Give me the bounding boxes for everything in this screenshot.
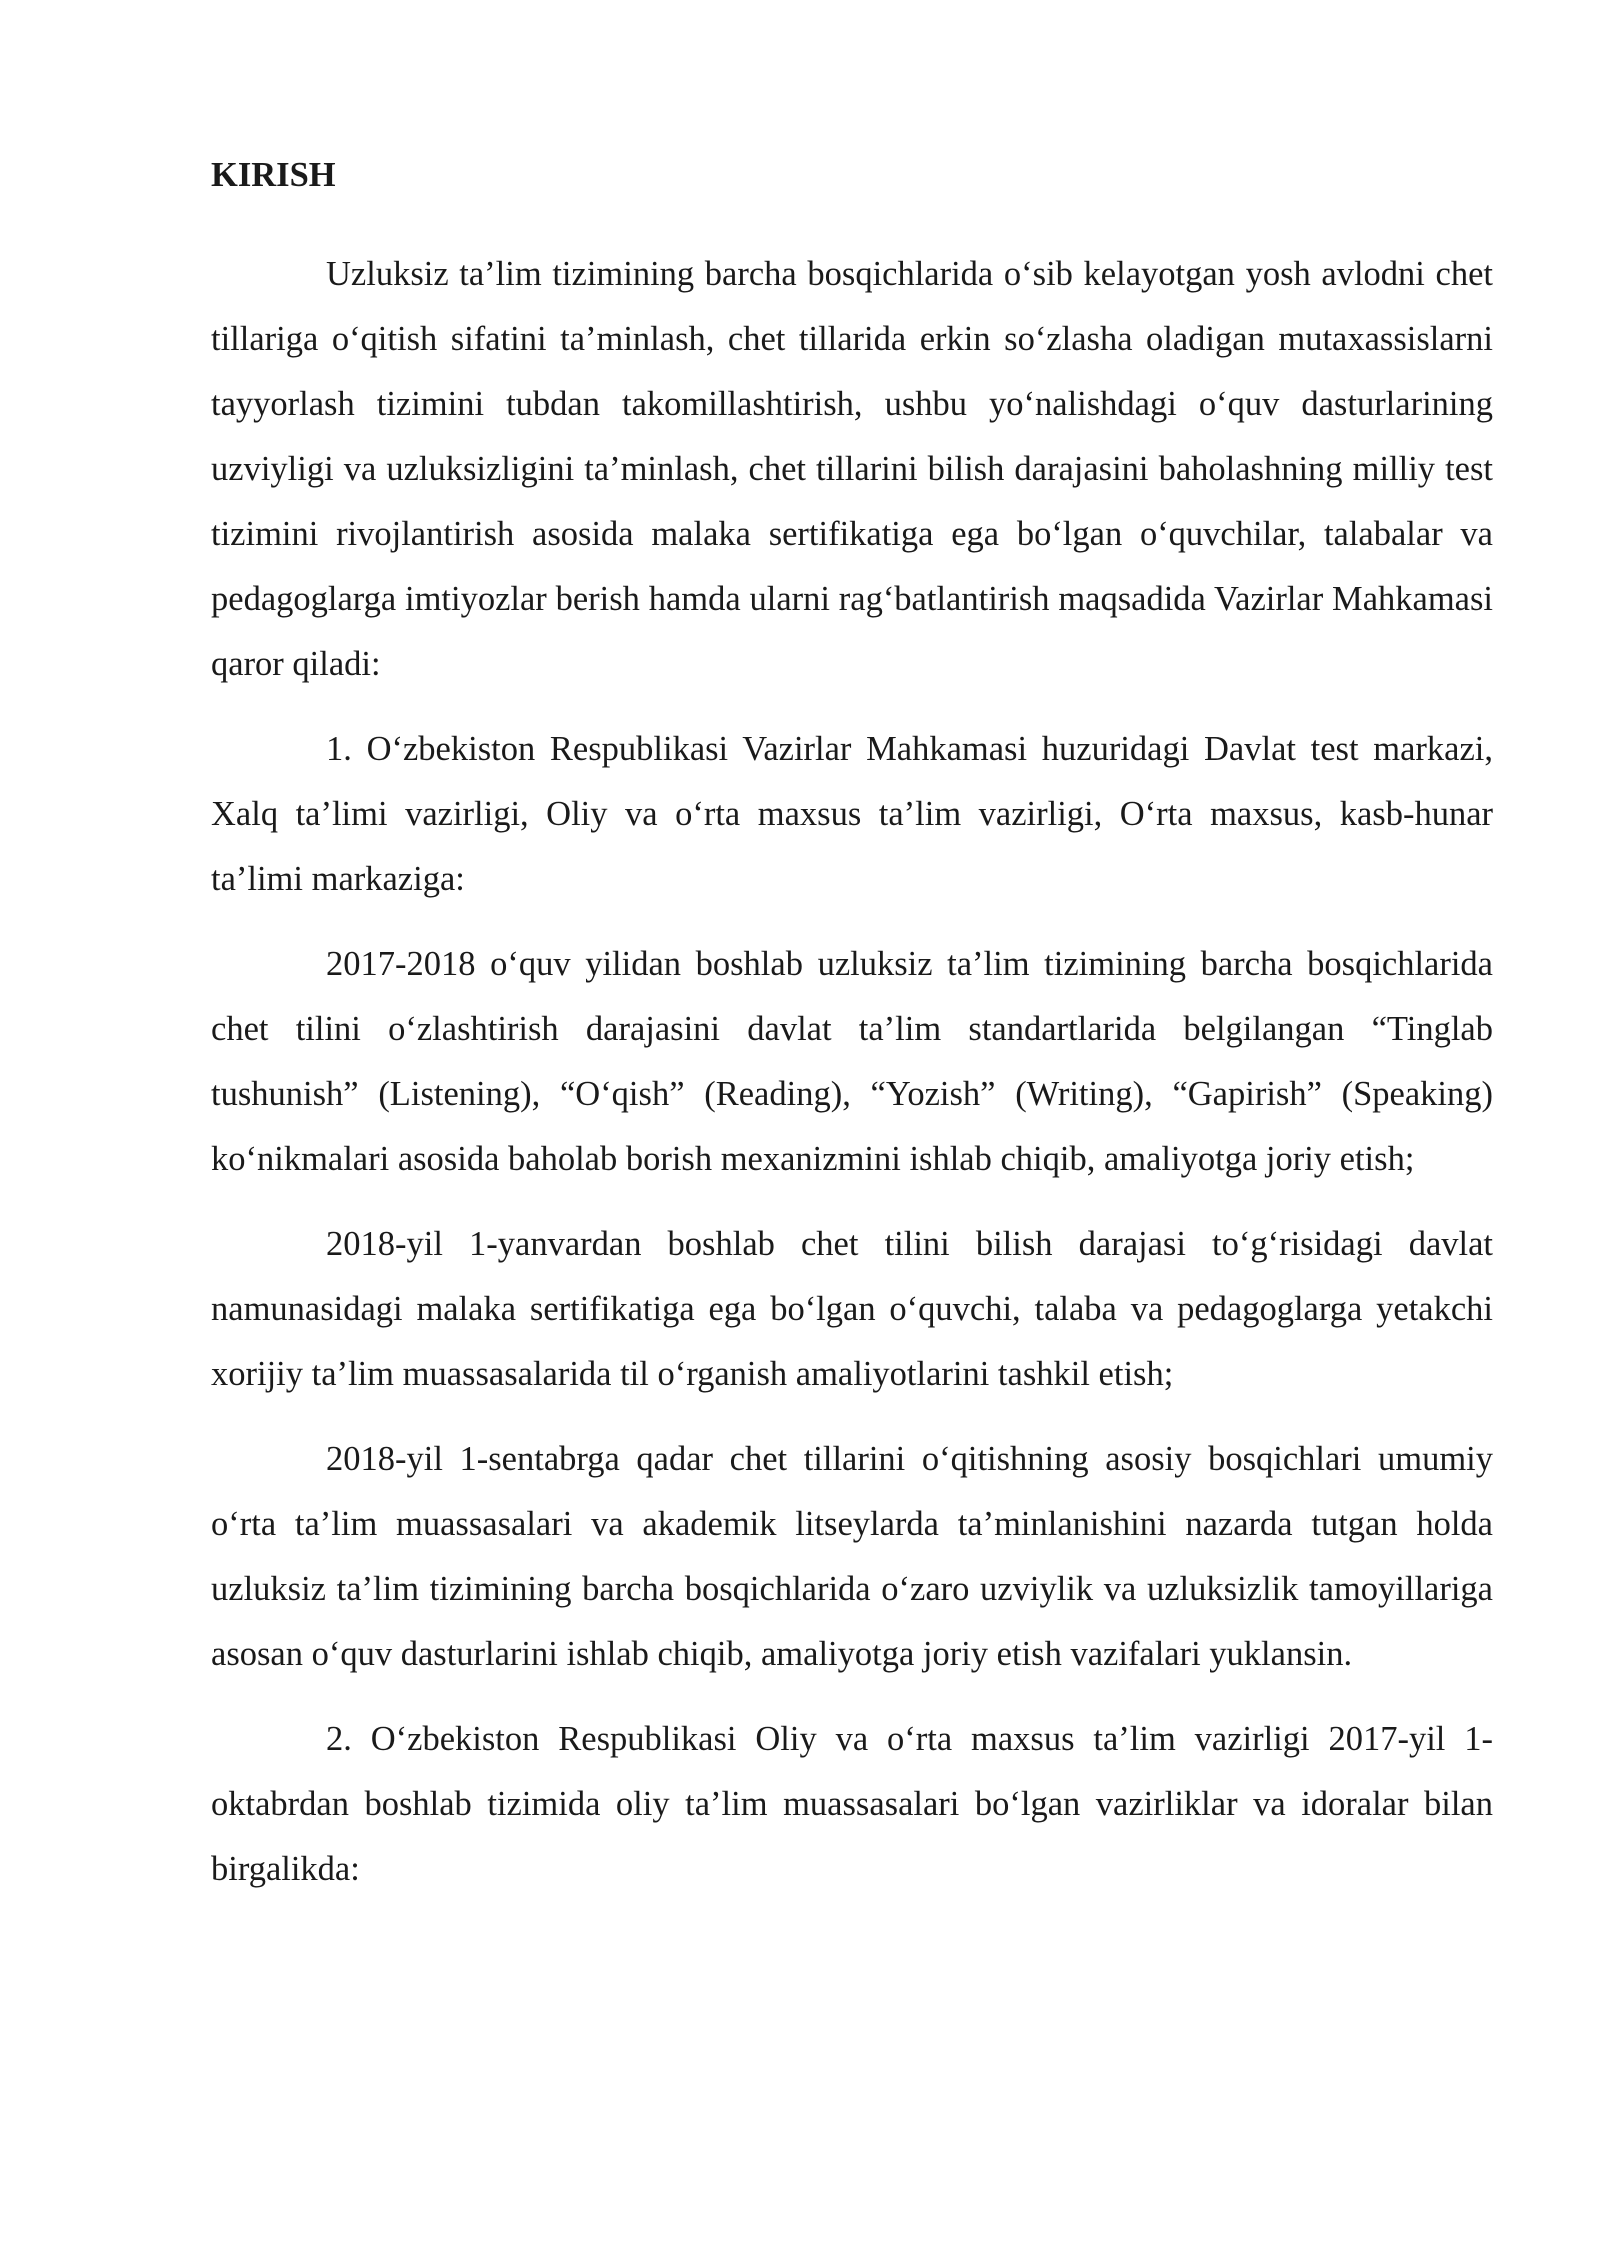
paragraph-subitem-listening: 2017-2018 o‘quv yilidan boshlab uzluksiz ta’lim tizimining barcha bosqichlarida chet tilini o‘zlashtirish darajasini davlat ta’lim standartlarida belgilangan “Tinglab tushunish” (Listening), “O‘qish” (Reading), “Yozish” (Writing), “Gapirish” (Speaking) ko‘nikmalari asosida baholab borish mexanizmini ishlab chiqib, amaliyotga joriy etish; (211, 945, 1493, 1178)
paragraph-item-1: 1. O‘zbekiston Respublikasi Vazirlar Mahkamasi huzuridagi Davlat test markazi, Xalq ta’limi vazirligi, Oliy va o‘rta maxsus ta’lim vazirligi, O‘rta maxsus, kasb-hunar ta’limi markaziga: (211, 730, 1493, 898)
page-heading: KIRISH (211, 156, 336, 194)
paragraph-intro: Uzluksiz ta’lim tizimining barcha bosqichlarida o‘sib kelayotgan yosh avlodni chet tillariga o‘qitish sifatini ta’minlash, chet tillarida erkin so‘zlasha oladigan mutaxassislarni tayyorlash tizimini tubdan takomillashtirish, ushbu yo‘nalishdagi o‘quv dasturlarining uzviyligi va uzluksizligini ta’minlash, chet tillarini bilish darajasini baholashning milliy test tizimini rivojlantirish asosida malaka sertifikatiga ega bo‘lgan o‘quvchilar, talabalar va pedagoglarga imtiyozlar berish hamda ularni rag‘batlantirish maqsadida Vazirlar Mahkamasi qaror qiladi: (211, 255, 1493, 683)
document-page (211, 150, 1493, 1922)
paragraph-item-2: 2. O‘zbekiston Respublikasi Oliy va o‘rta maxsus ta’lim vazirligi 2017-yil 1-oktabrdan boshlab tizimida oliy ta’lim muassasalari bo‘lgan vazirliklar va idoralar bilan birgalikda: (211, 1720, 1493, 1888)
paragraph-subitem-certificate: 2018-yil 1-yanvardan boshlab chet tilini bilish darajasi to‘g‘risidagi davlat namunasidagi malaka sertifikatiga ega bo‘lgan o‘quvchi, talaba va pedagoglarga yetakchi xorijiy ta’lim muassasalarida til o‘rganish amaliyotlarini tashkil etish; (211, 1225, 1493, 1393)
paragraph-subitem-curriculum: 2018-yil 1-sentabrga qadar chet tillarini o‘qitishning asosiy bosqichlari umumiy o‘rta ta’lim muassasalari va akademik litseylarda ta’minlanishini nazarda tutgan holda uzluksiz ta’lim tizimining barcha bosqichlarida o‘zaro uzviylik va uzluksizlik tamoyillariga asosan o‘quv dasturlarini ishlab chiqib, amaliyotga joriy etish vazifalari yuklansin. (211, 1440, 1493, 1673)
